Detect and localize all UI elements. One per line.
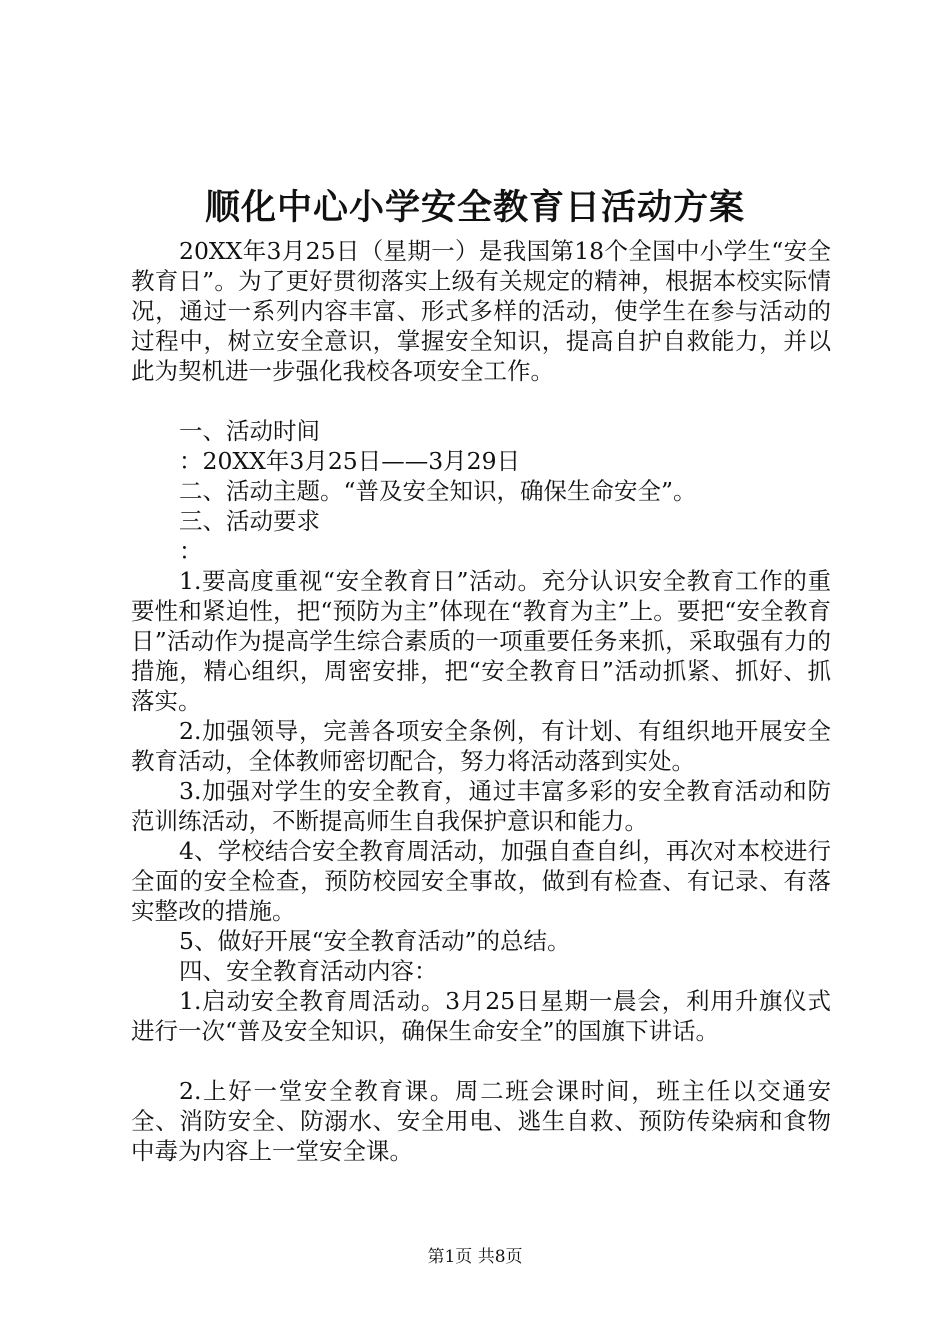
requirement-item-5: 5、做好开展“安全教育活动”的总结。 — [179, 927, 571, 955]
requirement-item-4: 4、学校结合安全教育周活动，加强自查自纠，再次对本校进行全面的安全检查，预防校园安全事故，做到有检查、有记录、有落实整改的措施。 — [131, 837, 831, 925]
content-item-2: 2.上好一堂安全教育课。周二班会课时间，班主任以交通安全、消防安全、防溺水、安全用电、逃生自救、预防传染病和食物中毒为内容上一堂安全课。 — [131, 1077, 831, 1165]
paragraph-gap — [131, 1046, 831, 1076]
requirement-item-2: 2.加强领导，完善各项安全条例，有计划、有组织地开展安全教育活动，全体教师密切配合，努力将活动落到实处。 — [131, 717, 831, 775]
section-heading-time: 一、活动时间 — [179, 417, 320, 445]
requirement-item-1: 1.要高度重视“安全教育日”活动。充分认识安全教育工作的重要性和紧迫性，把“预防为主”体现在“教育为主”上。要把“安全教育日”活动作为提高学生综合素质的一项重要任务来抓，采取强有力的措施，精心组织，周密安排，把“安全教育日”活动抓紧、抓好、抓落实。 — [131, 567, 831, 715]
paragraph-gap — [131, 386, 831, 416]
document-title: 顺化中心小学安全教育日活动方案 — [204, 187, 745, 228]
activity-time: ：20XX年3月25日——3月29日 — [179, 447, 521, 475]
intro-paragraph: 20XX年3月25日（星期一）是我国第18个全国中小学生“安全教育日”。为了更好贯彻落实上级有关规定的精神，根据本校实际情况，通过一系列内容丰富、形式多样的活动，使学生在参与活动的过程中，树立安全意识，掌握安全知识，提高自护自救能力，并以此为契机进一步强化我校各项安全工作。 — [131, 237, 831, 385]
requirement-item-3: 3.加强对学生的安全教育，通过丰富多彩的安全教育活动和防范训练活动，不断提高师生自我保护意识和能力。 — [131, 777, 831, 835]
content-item-1: 1.启动安全教育周活动。3月25日星期一晨会，利用升旗仪式进行一次“普及安全知识，确保生命安全”的国旗下讲话。 — [131, 987, 831, 1045]
section-heading-requirements: 三、活动要求 — [179, 507, 320, 535]
requirements-colon: ： — [179, 537, 203, 565]
section-heading-content: 四、安全教育活动内容： — [179, 957, 438, 985]
document-body — [131, 236, 831, 1166]
page-footer: 第1页 共8页 — [427, 1247, 523, 1267]
section-heading-theme: 二、活动主题。“普及安全知识，确保生命安全”。 — [179, 477, 697, 505]
